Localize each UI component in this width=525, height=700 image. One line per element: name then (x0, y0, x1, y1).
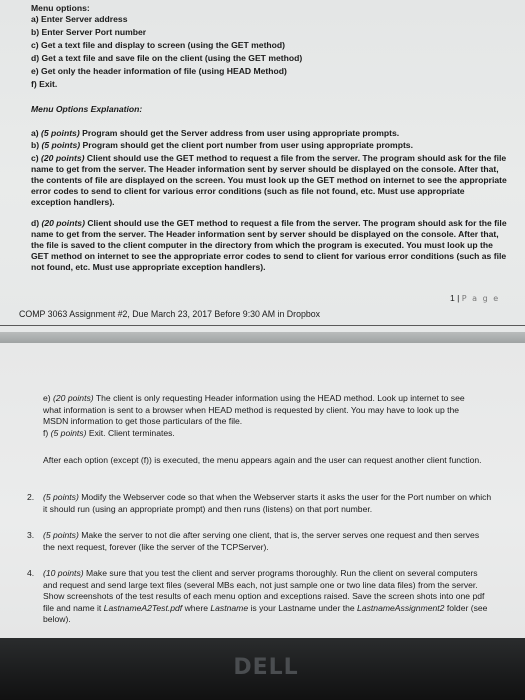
explanation-c: c) (20 points) Client should use the GET method to request a file from the server. The program should ask for the file name to get from the server. The Header information sent by server should be displayed on the console. After that, the contents of file are displayed on the screen. You must look up the GET method on internet to see the appropriate error codes to send to client for various error conditions (such as file not found, etc. Must use appropriate exception handlers). (31, 153, 507, 207)
explanation-d: d) (20 points) Client should use the GET method to request a file from the server. The program should ask for the file name to get from the server. The Header information sent by server should be displayed on the console. After that, the file is saved to the client computer in the directory from which the program is executed. You must look up the GET method on internet to see the appropriate error codes to send to client for various error conditions (such as file not found, etc. Must use appropriate exception handlers). (31, 218, 507, 272)
menu-item-b: b) Enter Server Port number (31, 27, 147, 37)
document-page-1 (0, 0, 525, 332)
footer-rule (0, 325, 525, 326)
explanation-f: f) (5 points) Exit. Client terminates. (43, 428, 175, 438)
explanation-title: Menu Options Explanation: (31, 104, 143, 114)
document-page-2 (0, 343, 525, 638)
menu-item-e: e) Get only the header information of file (using HEAD Method) (31, 66, 287, 76)
item-number-2: 2. (27, 492, 35, 502)
menu-item-c: c) Get a text file and display to screen (using the GET method) (31, 40, 286, 50)
menu-title: Menu options: (31, 3, 90, 13)
menu-item-f: f) Exit. (31, 79, 58, 89)
page-number: 1 | P a g e (450, 293, 500, 303)
item-2-text: (5 points) Modify the Webserver code so that when the Webserver starts it asks the user for the Port number on which it should run (using an appropriate prompt) and then runs (listens) on that port number. (43, 492, 492, 514)
item-number-4: 4. (27, 568, 35, 578)
page-gap (0, 332, 525, 343)
dell-logo: DELL (233, 655, 299, 680)
item-4-text: (10 points) Make sure that you test the client and server programs thoroughly. Run the client on several computers and request and send large text files (several MBs each, not just sample one or two line data files) from the server. Show screenshots of the test results of each menu option and exceptions raised. Save the screen shots into one pdf file and name it LastnameA2Test.pdf where Lastname is your Lastname under the LastnameAssignment2 folder (see below). (43, 568, 488, 625)
course-footer-line: COMP 3063 Assignment #2, Due March 23, 2017 Before 9:30 AM in Dropbox (19, 309, 321, 319)
menu-item-d: d) Get a text file and save file on the client (using the GET method) (31, 53, 303, 63)
item-number-3: 3. (27, 530, 35, 540)
explanation-a: a) (5 points) Program should get the Server address from user using appropriate prompts. (31, 128, 400, 138)
after-each-option-note: After each option (except (f)) is executed, the menu appears again and the user can request another client function. (43, 455, 482, 465)
item-3-text: (5 points) Make the server to not die after serving one client, that is, the server serves one request and then serves the next request, forever (like the server of the TCPServer). (43, 530, 480, 552)
explanation-e: e) (20 points) The client is only requesting Header information using the HEAD method. Look up internet to see what information is sent to a browser when HEAD method is requested by client. You may have to look up the MSDN information to get those particulars of the file. (43, 393, 465, 427)
explanation-b: b) (5 points) Program should get the client port number from user using appropriate prompts. (31, 140, 413, 150)
menu-item-a: a) Enter Server address (31, 14, 128, 24)
